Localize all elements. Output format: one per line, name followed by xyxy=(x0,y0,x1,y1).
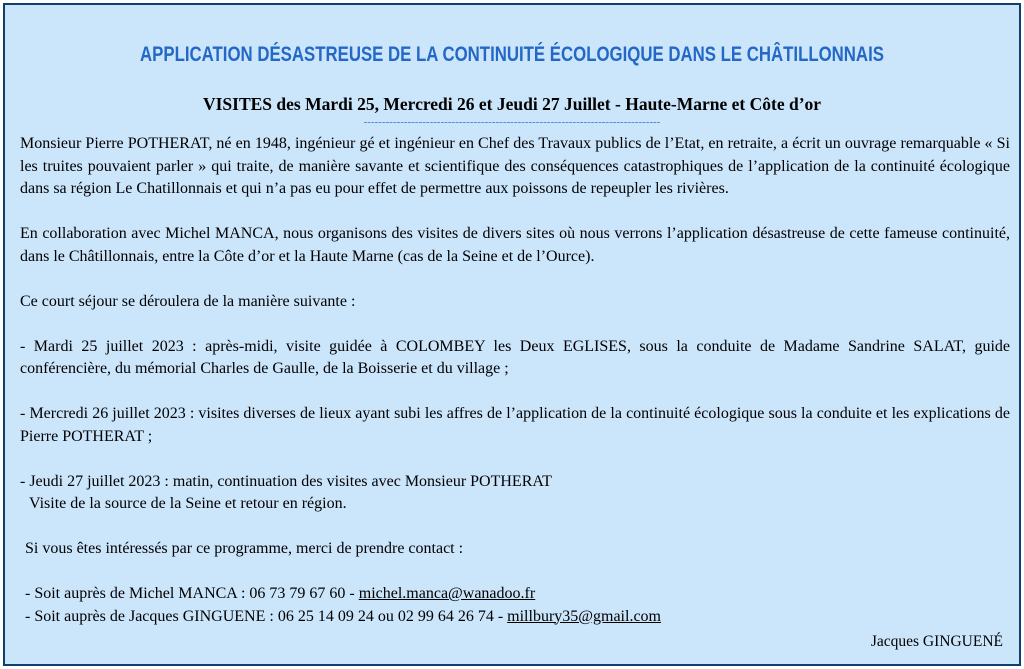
schedule-day-3 xyxy=(20,471,1010,516)
document-card xyxy=(3,3,1021,666)
spacer xyxy=(20,516,1010,539)
document-title: APPLICATION DÉSASTREUSE DE LA CONTINUITÉ ÉCOLOGIQUE DANS LE CHÂTILLONNAIS xyxy=(140,43,884,66)
paragraph-schedule-intro: Ce court séjour se déroulera de la manière suivante : xyxy=(20,292,356,310)
schedule-day-3-line-1: - Jeudi 27 juillet 2023 : matin, continuation des visites avec Monsieur POTHERAT xyxy=(20,472,552,490)
dashed-separator: --------------------------------------------------------------------------------- xyxy=(363,116,661,128)
schedule-day-2: - Mercredi 26 juillet 2023 : visites diverses de lieux ayant subi les affres de l’application de la continuité écologique sous la conduite et les explications de Pierre POTHERAT ; xyxy=(20,405,1010,445)
schedule-day-3-line-2: Visite de la source de la Seine et retour en région. xyxy=(29,495,347,512)
contact-line-1 xyxy=(20,583,1010,606)
document-body xyxy=(20,133,1010,628)
spacer xyxy=(20,201,1010,224)
spacer xyxy=(20,448,1010,471)
contact-line-2 xyxy=(20,606,1010,629)
schedule-day-1: - Mardi 25 juillet 2023 : après-midi, visite guidée à COLOMBEY les Deux EGLISES, sous la conduite de Madame Sandrine SALAT, guide conférencière, du mémorial Charles de Gaulle, de la Boisserie et du village ; xyxy=(20,337,1010,377)
contact-2-text: - Soit auprès de Jacques GINGUENE : 06 25 14 09 24 ou 02 99 64 26 74 - xyxy=(25,607,508,625)
contact-1-email-link[interactable]: michel.manca@wanadoo.fr xyxy=(358,585,536,602)
paragraph-collaboration: En collaboration avec Michel MANCA, nous organisons des visites de divers sites où nous verrons l’application désastreuse de cette fameuse continuité, dans le Châtillonnais, entre la Côte d’or et la Haute Marne (cas de la Seine et de l’Ource). xyxy=(20,225,1010,265)
paragraph-intro: Monsieur Pierre POTHERAT, né en 1948, ingénieur gé et ingénieur en Chef des Travaux publics de l’Etat, en retraite, a écrit un ouvrage remarquable « Si les truites pouvaient parler » qui traite, de manière savante et scientifique des conséquences catastrophiques de l’application de la continuité écologique dans sa région Le Chatillonnais et qui n’a pas eu pour effet de permettre aux poissons de repeupler les rivières. xyxy=(20,135,1010,197)
contact-2-email-link[interactable]: millbury35@gmail.com xyxy=(507,607,661,625)
spacer xyxy=(20,381,1010,404)
signature: Jacques GINGUENÉ xyxy=(870,633,1003,650)
spacer xyxy=(20,313,1010,336)
spacer xyxy=(20,561,1010,584)
spacer xyxy=(20,268,1010,291)
paragraph-interest: Si vous êtes intéressés par ce programme, merci de prendre contact : xyxy=(25,540,464,557)
document-subtitle: VISITES des Mardi 25, Mercredi 26 et Jeudi 27 Juillet - Haute-Marne et Côte d’or xyxy=(202,94,822,114)
contact-1-text: - Soit auprès de Michel MANCA : 06 73 79 67 60 - xyxy=(25,585,359,602)
